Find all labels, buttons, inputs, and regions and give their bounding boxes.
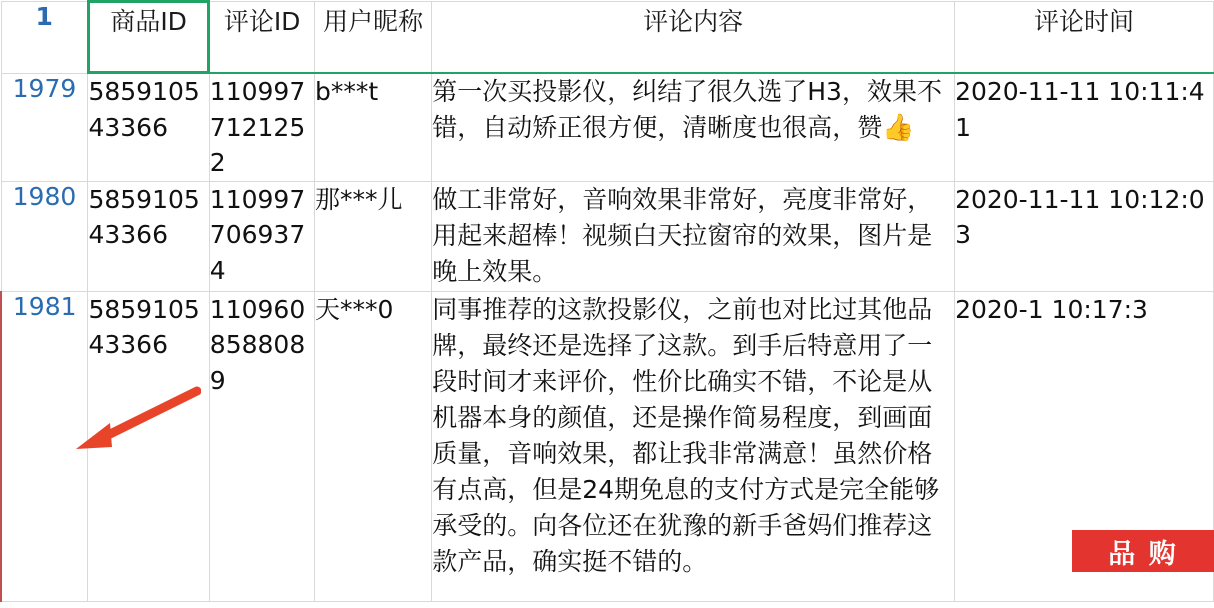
column-header-content[interactable]: 评论内容 — [432, 1, 955, 73]
cell-product-id[interactable]: 585910543366 — [88, 73, 209, 181]
cell-nickname[interactable]: 天***0 — [314, 291, 431, 601]
column-header-nickname[interactable]: 用户昵称 — [314, 1, 431, 73]
watermark-badge: 品 购 — [1072, 530, 1214, 572]
cell-content[interactable] — [432, 73, 955, 181]
cell-time[interactable]: 2020-11-11 10:12:03 — [955, 181, 1214, 291]
row-index[interactable]: 1979 — [1, 73, 88, 181]
thumbs-up-icon: 👍 — [882, 113, 915, 143]
cell-product-id[interactable]: 585910543366 — [88, 291, 209, 601]
corner-row-number[interactable]: 1 — [1, 1, 88, 73]
cell-comment-id[interactable]: 1109977069374 — [209, 181, 314, 291]
cell-product-id[interactable]: 585910543366 — [88, 181, 209, 291]
table-row[interactable] — [1, 73, 1214, 181]
table-row[interactable] — [1, 181, 1214, 291]
cell-nickname[interactable]: 那***儿 — [314, 181, 431, 291]
row-index[interactable]: 1981 — [1, 291, 88, 601]
cell-comment-id[interactable]: 1109977121252 — [209, 73, 314, 181]
cell-nickname[interactable]: b***t — [314, 73, 431, 181]
cell-content[interactable]: 同事推荐的这款投影仪，之前也对比过其他品牌，最终还是选择了这款。到手后特意用了一段时间才来评价，性价比确实不错，不论是从机器本身的颜值，还是操作简易程度，到画面质量，音响效果，都让我非常满意！虽然价格有点高，但是24期免息的支付方式是完全能够承受的。向各位还在犹豫的新手爸妈们推荐这款产品，确实挺不错的。 — [432, 291, 955, 601]
table-header-row — [1, 1, 1214, 73]
cell-time[interactable]: 2020-11-11 10:11:41 — [955, 73, 1214, 181]
column-header-time[interactable]: 评论时间 — [955, 1, 1214, 73]
cell-content[interactable]: 做工非常好，音响效果非常好，亮度非常好，用起来超棒！视频白天拉窗帘的效果，图片是晚上效果。 — [432, 181, 955, 291]
column-header-comment-id[interactable]: 评论ID — [209, 1, 314, 73]
comment-text: 第一次买投影仪，纠结了很久选了H3，效果不错，自动矫正很方便，清晰度也很高，赞 — [432, 77, 942, 142]
cell-comment-id[interactable]: 1109608588089 — [209, 291, 314, 601]
table-row[interactable] — [1, 291, 1214, 601]
column-header-product-id[interactable]: 商品ID — [88, 1, 209, 73]
row-index[interactable]: 1980 — [1, 181, 88, 291]
cell-time[interactable]: 2020-1 10:17:3 — [955, 291, 1214, 601]
